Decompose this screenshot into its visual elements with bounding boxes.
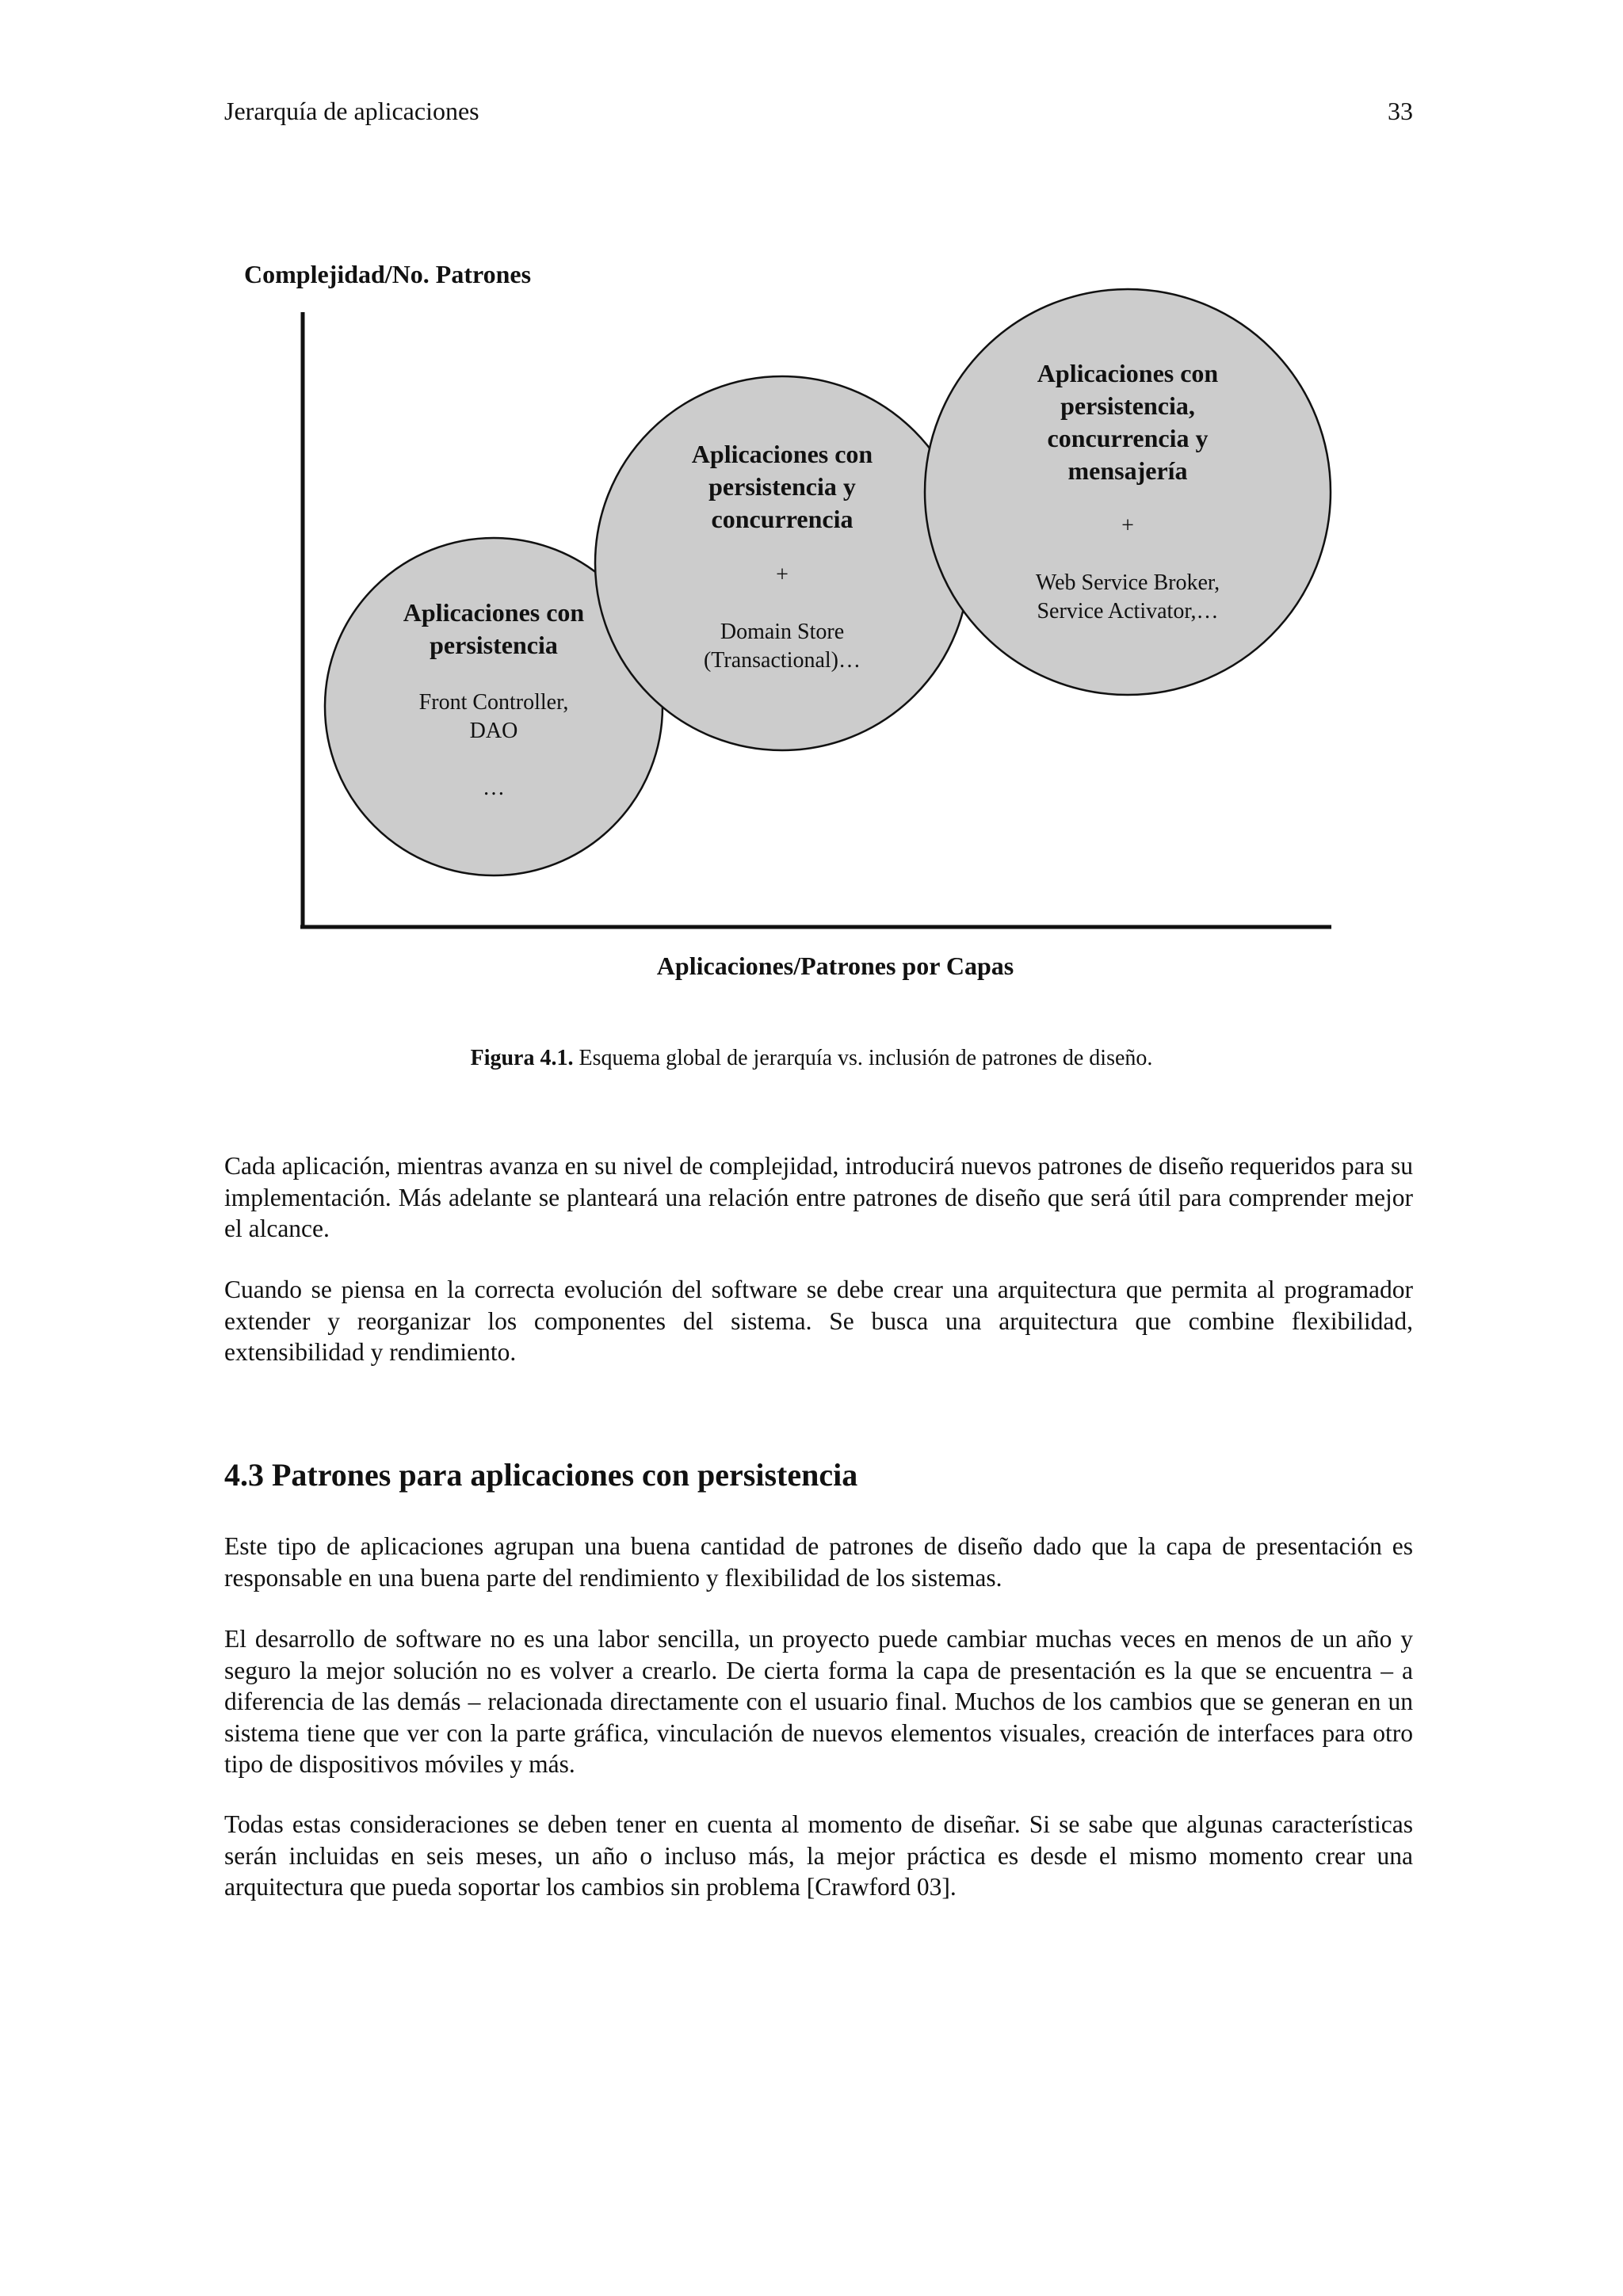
- circle-messaging-title-4: mensajería: [1067, 456, 1188, 485]
- figure-caption: [0, 1044, 1623, 1073]
- circle-persistence-concurrency-detail-1: Domain Store: [720, 620, 845, 644]
- figure-hierarchy-diagram: [0, 0, 1623, 1109]
- circle-persistence-concurrency-title-1: Aplicaciones con: [691, 440, 873, 468]
- circle-persistence-concurrency-detail-2: (Transactional)…: [703, 648, 861, 673]
- paragraph-4: El desarrollo de software no es una labor sencilla, un proyecto puede cambiar muchas veces en menos de un año y seguro la mejor solución no es volver a crearlo. De cierta forma la capa de presentación es la que se encuentra – a diferencia de las demás – relacionada directamente con el usuario final. Muchos de los cambios que se generan en un sistema tiene que ver con la parte gráfica, vinculación de nuevos elementos visuales, creación de interfaces para otro tipo de dispositivos móviles y más.: [224, 1625, 1413, 1778]
- circle-persistence-concurrency-title-2: persistencia y: [708, 472, 856, 501]
- paragraph-5: Todas estas consideraciones se deben tener en cuenta al momento de diseñar. Si se sabe que algunas características serán incluidas en seis meses, un año o incluso más, la mejor práctica es desde el mismo momento crear una arquitectura que pueda soportar los cambios sin problema [Crawford 03].: [224, 1810, 1413, 1901]
- circle-persistence-concurrency-plus: +: [776, 563, 789, 587]
- paragraph-2: Cuando se piensa en la correcta evolución del software se debe crear una arquitectura que permita al programador extender y reorganizar los componentes del sistema. Se busca una arquitectura que combine flexibilidad, extensibilidad y rendimiento.: [224, 1276, 1413, 1366]
- y-axis-label: Complejidad/No. Patrones: [244, 260, 532, 288]
- figure-caption-text: Esquema global de jerarquía vs. inclusión de patrones de diseño.: [573, 1046, 1153, 1070]
- circle-messaging-detail-1: Web Service Broker,: [1035, 570, 1220, 595]
- circle-persistence-concurrency-title-3: concurrencia: [711, 505, 854, 533]
- circle-messaging-detail-2: Service Activator,…: [1037, 599, 1219, 624]
- running-title: Jerarquía de aplicaciones: [224, 97, 479, 125]
- circle-persistence-concurrency: [595, 376, 969, 750]
- figure-caption-label: Figura 4.1.: [470, 1046, 574, 1070]
- x-axis-label: Aplicaciones/Patrones por Capas: [656, 952, 1014, 980]
- circle-persistence-concurrency-messaging-shape: [925, 289, 1331, 695]
- paragraph-3: Este tipo de aplicaciones agrupan una buena cantidad de patrones de diseño dado que la capa de presentación es responsable en una buena parte del rendimiento y flexibilidad de los sistemas.: [224, 1532, 1413, 1592]
- paragraph-1: Cada aplicación, mientras avanza en su nivel de complejidad, introducirá nuevos patrones de diseño requeridos para su implementación. Más adelante se planteará una relación entre patrones de diseño que será útil para comprender mejor el alcance.: [224, 1152, 1413, 1242]
- circle-messaging-plus: +: [1121, 513, 1134, 538]
- circle-persistence-detail-2: DAO: [469, 719, 518, 743]
- circle-persistence-title-2: persistencia: [430, 631, 558, 659]
- section-heading: 4.3 Patrones para aplicaciones con persistencia: [224, 1457, 858, 1493]
- diagram-canvas: [0, 0, 1623, 1109]
- circle-persistence-detail-3: …: [483, 776, 505, 800]
- page-number: 33: [1388, 97, 1413, 125]
- circle-messaging-title-3: concurrencia y: [1047, 424, 1209, 452]
- circle-messaging-title-2: persistencia,: [1060, 391, 1195, 420]
- circle-messaging-title-1: Aplicaciones con: [1037, 359, 1219, 387]
- circle-persistence-concurrency-messaging: [925, 289, 1331, 695]
- circle-persistence-detail-1: Front Controller,: [418, 690, 569, 715]
- circle-persistence-title-1: Aplicaciones con: [403, 598, 585, 627]
